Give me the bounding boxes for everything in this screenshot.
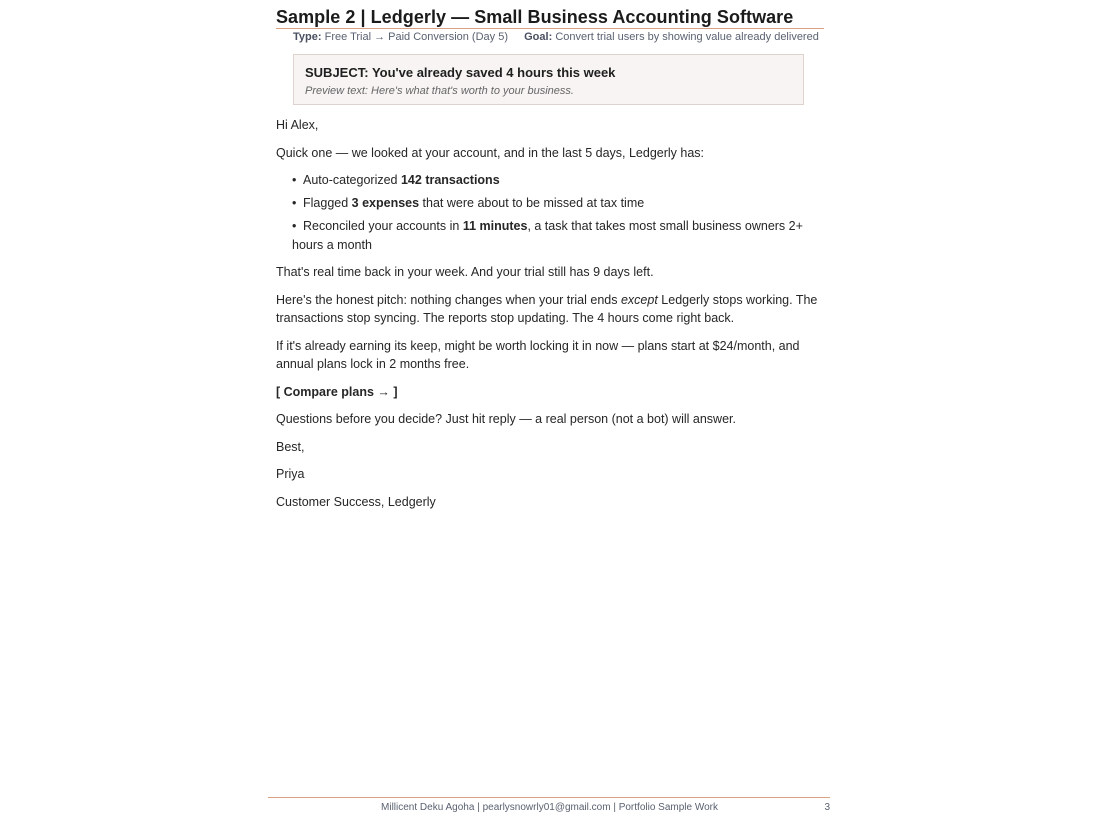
list-item: • Flagged 3 expenses that were about to be missed at tax time bbox=[292, 194, 828, 213]
list-item: • Auto-categorized 142 transactions bbox=[292, 171, 828, 190]
sample-meta bbox=[293, 31, 819, 43]
compare-plans-link[interactable]: [ Compare plans → ] bbox=[276, 384, 398, 399]
footer-divider bbox=[268, 797, 830, 798]
email-intro: Quick one — we looked at your account, and in the last 5 days, Ledgerly has: bbox=[276, 145, 705, 160]
bullet-icon: • bbox=[292, 196, 297, 210]
page-title: Sample 2 | Ledgerly — Small Business Accounting Software bbox=[276, 6, 824, 29]
subject-box bbox=[293, 54, 804, 105]
type-value: Free Trial → Paid Conversion (Day 5) bbox=[324, 31, 508, 43]
sender-title: Customer Success, Ledgerly bbox=[276, 494, 436, 509]
goal-value: Convert trial users by showing value already delivered bbox=[555, 31, 819, 43]
bullet-icon: • bbox=[292, 219, 297, 233]
page-number: 3 bbox=[824, 802, 830, 813]
email-greeting: Hi Alex, bbox=[276, 118, 319, 132]
pricing-paragraph: If it's already earning its keep, might be worth locking it in now — plans start at $24/month, and annual plans lock in 2 months free. bbox=[276, 338, 800, 371]
email-body bbox=[276, 116, 828, 520]
realtime-paragraph: That's real time back in your week. And your trial still has 9 days left. bbox=[276, 265, 654, 279]
results-list bbox=[276, 171, 828, 254]
bullet-icon: • bbox=[292, 173, 297, 187]
questions-paragraph: Questions before you decide? Just hit reply — a real person (not a bot) will answer. bbox=[276, 412, 736, 426]
email-subject: SUBJECT: You've already saved 4 hours this week bbox=[305, 65, 616, 80]
sender-name: Priya bbox=[276, 467, 305, 481]
goal-label: Goal: bbox=[524, 31, 553, 43]
email-preview-text: Preview text: Here's what that's worth to your business. bbox=[305, 85, 574, 97]
pitch-paragraph: Here's the honest pitch: nothing changes when your trial ends except Ledgerly stops working. The transactions stop syncing. The reports stop updating. The 4 hours come right back. bbox=[276, 292, 818, 325]
footer-text: Millicent Deku Agoha | pearlysnowrly01@gmail.com | Portfolio Sample Work bbox=[381, 802, 718, 813]
list-item: • Reconciled your accounts in 11 minutes, a task that takes most small business owners 2+ hours a month bbox=[292, 219, 803, 252]
type-label: Type: bbox=[293, 31, 322, 43]
signoff: Best, bbox=[276, 439, 305, 454]
